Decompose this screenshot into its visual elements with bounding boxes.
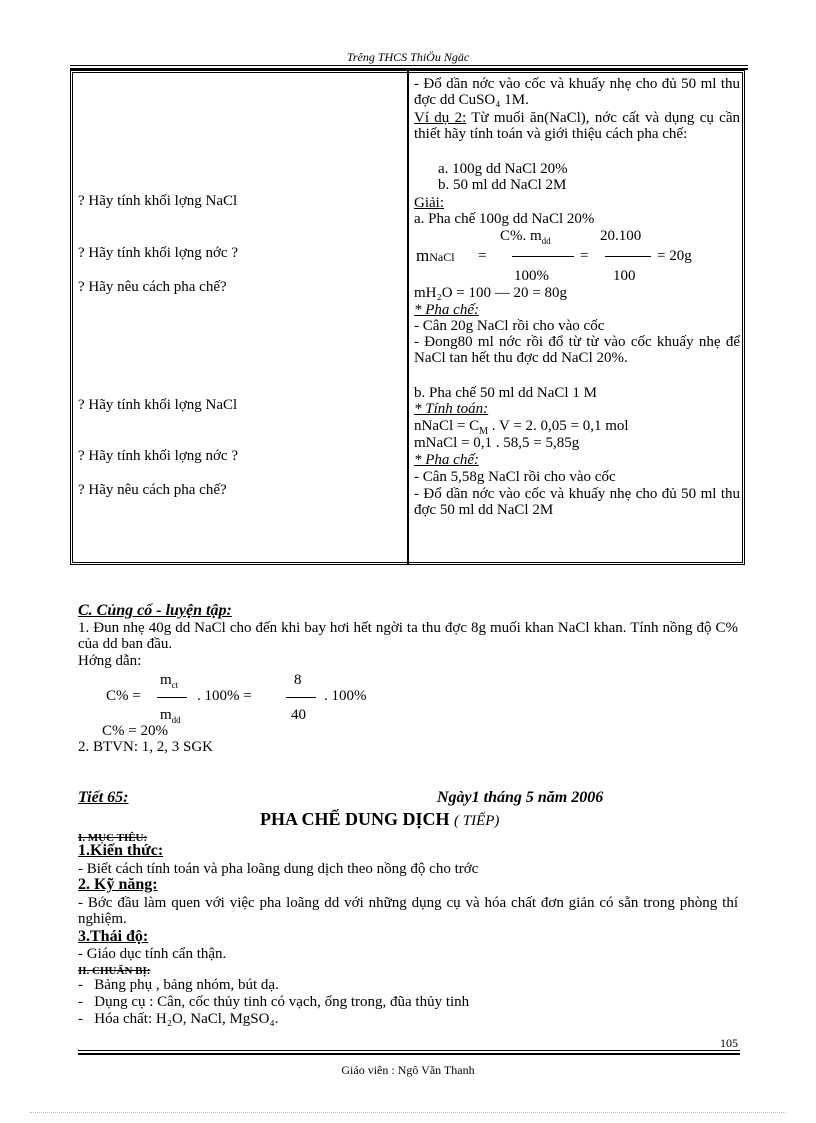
prep-item-1: [78, 977, 279, 993]
page-footer: Giáo viên : Ngô Văn Thanh: [341, 1063, 475, 1077]
lesson-date: Ngày1 tháng 5 năm 2006: [437, 789, 604, 806]
step-pour-water-2: - Đổ dần nớc vào cốc và khuấy nhẹ cho đủ 50 ml thu đợc 50 ml dd NaCl 2M: [414, 486, 740, 518]
prep-item-2-text: Dụng cụ : Cân, cốc thủy tinh có vạch, ống trong, đũa thủy tinh: [94, 994, 470, 1010]
step-weigh-5-58g: - Cân 5,58g NaCl rồi cho vào cốc: [414, 469, 616, 485]
moles-text: nNaCl = C: [414, 418, 480, 434]
prep-label-1: * Pha chế:: [414, 302, 479, 318]
bullet-dash: -: [78, 1011, 95, 1027]
question-6: ? Hãy nêu cách pha chế?: [78, 482, 227, 498]
example-2: [414, 110, 740, 142]
bullet-dash: -: [78, 994, 95, 1010]
moles-rest: . V = 2. 0,05 = 0,1 mol: [488, 418, 629, 434]
formula-result: = 20g: [657, 248, 692, 264]
cformula-end: . 100%: [324, 688, 367, 704]
cformula-num1: [160, 672, 178, 693]
formula-denominator-2: 100: [613, 268, 636, 284]
guidance-label: Hớng dẫn:: [78, 653, 142, 669]
footer-rule-thick: [78, 1053, 740, 1055]
skills-heading: 2. Kỹ năng:: [78, 876, 158, 893]
fraction-bar-2: [605, 256, 651, 257]
step-pour-water: - Đổ dần nớc vào cốc và khuấy nhẹ cho đủ 50 ml thu đợc dd CuSO₄ 1M.: [414, 76, 740, 108]
prep-item-1-text: Bảng phụ , bảng nhóm, bút dạ.: [94, 977, 279, 993]
formula-lhs-sub: NaCl: [429, 250, 455, 264]
cfraction-bar-2: [286, 697, 316, 698]
header-rule: [70, 65, 748, 66]
question-4: ? Hãy tính khối lợng NaCl: [78, 397, 238, 413]
solution-label: Giải:: [414, 195, 444, 211]
part-a-title: a. Pha chế 100g dd NaCl 20%: [414, 211, 595, 227]
bullet-dash: -: [78, 977, 95, 993]
cformula-den2: 40: [291, 707, 306, 723]
objectives-heading: I. MỤC TIÊU:: [78, 832, 148, 844]
cformula-den1-sub: dd: [171, 715, 181, 725]
page-header: Trêng THCS ThiÖu Ngäc: [346, 50, 470, 64]
question-2: ? Hãy tính khối lợng nớc ?: [78, 245, 238, 261]
step-weigh-20g: - Cân 20g NaCl rồi cho vào cốc: [414, 318, 605, 334]
skills-text: - Bớc đầu làm quen với việc pha loãng dd với những dụng cụ và hóa chất đơn giản có sẵn trong phòng thí nghiệm.: [78, 895, 738, 927]
cformula-mid: . 100% =: [197, 688, 252, 704]
part-b-title: b. Pha chế 50 ml dd NaCl 1 M: [414, 385, 597, 401]
footer-rule: [78, 1050, 740, 1051]
cfraction-bar-1: [157, 697, 187, 698]
knowledge-text: - Biết cách tính toán và pha loãng dung dịch theo nồng độ cho trớc: [78, 861, 479, 877]
homework: 2. BTVN: 1, 2, 3 SGK: [78, 739, 214, 755]
cformula-result: C% = 20%: [102, 723, 168, 739]
formula-equals-2: =: [580, 248, 589, 264]
question-5: ? Hãy tính khối lợng nớc ?: [78, 448, 238, 464]
moles-sub: M: [479, 426, 489, 437]
cformula-num2: 8: [294, 672, 302, 688]
lesson-title: [260, 809, 499, 831]
table-column-divider: [407, 70, 409, 565]
formula-lhs-text: m: [416, 246, 430, 265]
prep-item-3-text: Hóa chất: H₂O, NaCl, MgSO₄.: [94, 1011, 279, 1027]
attitude-text: - Giáo dục tính cẩn thận.: [78, 946, 227, 962]
water-mass: mH₂O = 100 — 20 = 80g: [414, 285, 567, 301]
formula-num1-text: C%. m: [500, 228, 542, 244]
formula-equals-1: =: [478, 248, 487, 264]
section-c-title: C. Củng cố - luyện tập:: [78, 602, 232, 619]
formula-denominator-1: 100%: [514, 268, 549, 284]
lesson-number: Tiết 65:: [78, 789, 129, 806]
option-a: a. 100g dd NaCl 20%: [438, 161, 568, 177]
page-number: 105: [720, 1036, 738, 1050]
example-label: Ví dụ 2:: [414, 110, 467, 126]
calc-label: * Tính toán:: [414, 401, 489, 417]
fraction-bar-1: [512, 256, 574, 257]
knowledge-heading: 1.Kiến thức:: [78, 842, 164, 859]
lesson-title-text: PHA CHẾ DUNG DỊCH: [260, 809, 450, 829]
formula-num1-sub: dd: [541, 236, 551, 246]
option-b: b. 50 ml dd NaCl 2M: [438, 177, 567, 193]
question-3: ? Hãy nêu cách pha chế?: [78, 279, 227, 295]
cformula-den1-text: m: [160, 707, 172, 723]
step-measure-water: - Đong80 ml nớc rồi đổ từ từ vào cốc khuấy nhẹ để NaCl tan hết thu đợc dd NaCl 20%.: [414, 334, 740, 366]
prep-item-2: [78, 994, 469, 1010]
prep-label-2: * Pha chế:: [414, 452, 479, 468]
prep-item-3: [78, 1011, 278, 1027]
mass-calc: mNaCl = 0,1 . 58,5 = 5,85g: [414, 435, 580, 451]
attitude-heading: 3.Thái độ:: [78, 928, 149, 945]
cformula-num1-sub: ct: [171, 680, 179, 690]
formula-numerator-1: [500, 228, 551, 249]
cformula-lhs: C% =: [106, 688, 141, 704]
preparation-heading: II. CHUẨN BỊ:: [78, 965, 151, 977]
example-text: Từ muối ăn(NaCl), nớc cất và dụng cụ cần thiết hãy tính toán và giới thiệu cách pha chế:: [414, 110, 740, 142]
formula-lhs: [416, 248, 455, 265]
formula-numerator-2: 20.100: [600, 228, 642, 244]
question-1: ? Hãy tính khối lợng NaCl: [78, 193, 238, 209]
cformula-num1-text: m: [160, 672, 172, 688]
page-edge-dots: [30, 1112, 786, 1113]
lesson-title-tail: ( TIẾP): [454, 813, 500, 829]
exercise-1: 1. Đun nhẹ 40g dd NaCl cho đến khi bay hơi hết ngời ta thu đợc 8g muối khan NaCl khan. Tính nồng độ C% của dd ban đầu.: [78, 620, 738, 652]
